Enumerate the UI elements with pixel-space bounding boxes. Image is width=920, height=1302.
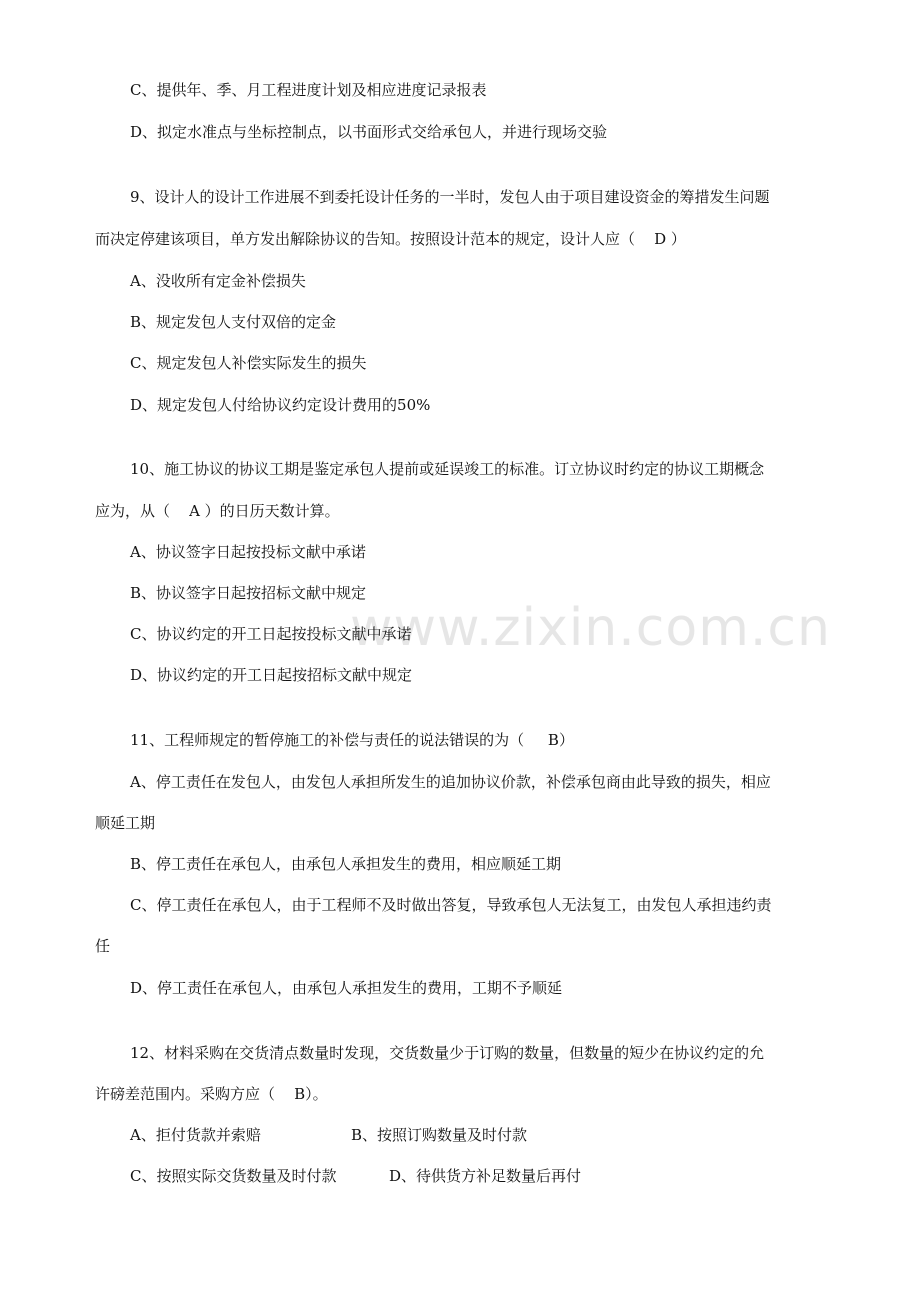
question-9-line-2: 而决定停建该项目，单方发出解除协议的告知。按照设计范本的规定，设计人应（ D ） [95, 230, 686, 248]
question-10-option-d: D、协议约定的开工日起按招标文献中规定 [130, 666, 413, 684]
question-12-option-a: A、拒付货款并索赔 [130, 1126, 261, 1144]
question-9-option-a: A、没收所有定金补偿损失 [130, 272, 306, 290]
watermark: www.zixin.com.cn [350, 598, 831, 658]
question-10-option-c: C、协议约定的开工日起按投标文献中承诺 [130, 625, 412, 643]
question-11-option-c-cont: 任 [95, 937, 111, 955]
question-9-line-1: 9、设计人的设计工作进展不到委托设计任务的一半时，发包人由于项目建设资金的筹措发生问题 [130, 188, 770, 206]
question-11-option-b: B、停工责任在承包人，由承包人承担发生的费用，相应顺延工期 [130, 855, 562, 873]
question-10-line-2: 应为，从（ A ）的日历天数计算。 [95, 502, 340, 520]
question-10-option-b: B、协议签字日起按招标文献中规定 [130, 584, 367, 602]
option-d-text: D、拟定水准点与坐标控制点，以书面形式交给承包人，并进行现场交验 [130, 123, 608, 141]
question-9-option-b: B、规定发包人支付双倍的定金 [130, 313, 337, 331]
question-11-option-a: A、停工责任在发包人，由发包人承担所发生的追加协议价款，补偿承包商由此导致的损失，相应 [130, 773, 771, 791]
question-11-line-1: 11、工程师规定的暂停施工的补偿与责任的说法错误的为（ B） [130, 731, 574, 749]
question-12-line-1: 12、材料采购在交货清点数量时发现，交货数量少于订购的数量，但数量的短少在协议约定的允 [130, 1044, 765, 1062]
question-11-option-d: D、停工责任在承包人，由承包人承担发生的费用，工期不予顺延 [130, 979, 563, 997]
question-9-option-d: D、规定发包人付给协议约定设计费用的50% [130, 396, 431, 414]
question-9-option-c: C、规定发包人补偿实际发生的损失 [130, 354, 367, 372]
question-11-option-c: C、停工责任在承包人，由于工程师不及时做出答复，导致承包人无法复工，由发包人承担违约责 [130, 896, 772, 914]
question-12-option-b: B、按照订购数量及时付款 [351, 1126, 528, 1144]
question-12-line-2: 许磅差范围内。采购方应（ B）。 [95, 1085, 328, 1103]
question-10-line-1: 10、施工协议的协议工期是鉴定承包人提前或延误竣工的标准。订立协议时约定的协议工期概念 [130, 460, 765, 478]
question-11-option-a-cont: 顺延工期 [95, 814, 156, 832]
option-c-text: C、提供年、季、月工程进度计划及相应进度记录报表 [130, 81, 487, 99]
question-10-option-a: A、协议签字日起按投标文献中承诺 [130, 543, 366, 561]
question-12-option-d: D、待供货方补足数量后再付 [389, 1167, 582, 1185]
question-12-option-c: C、按照实际交货数量及时付款 [130, 1167, 337, 1185]
